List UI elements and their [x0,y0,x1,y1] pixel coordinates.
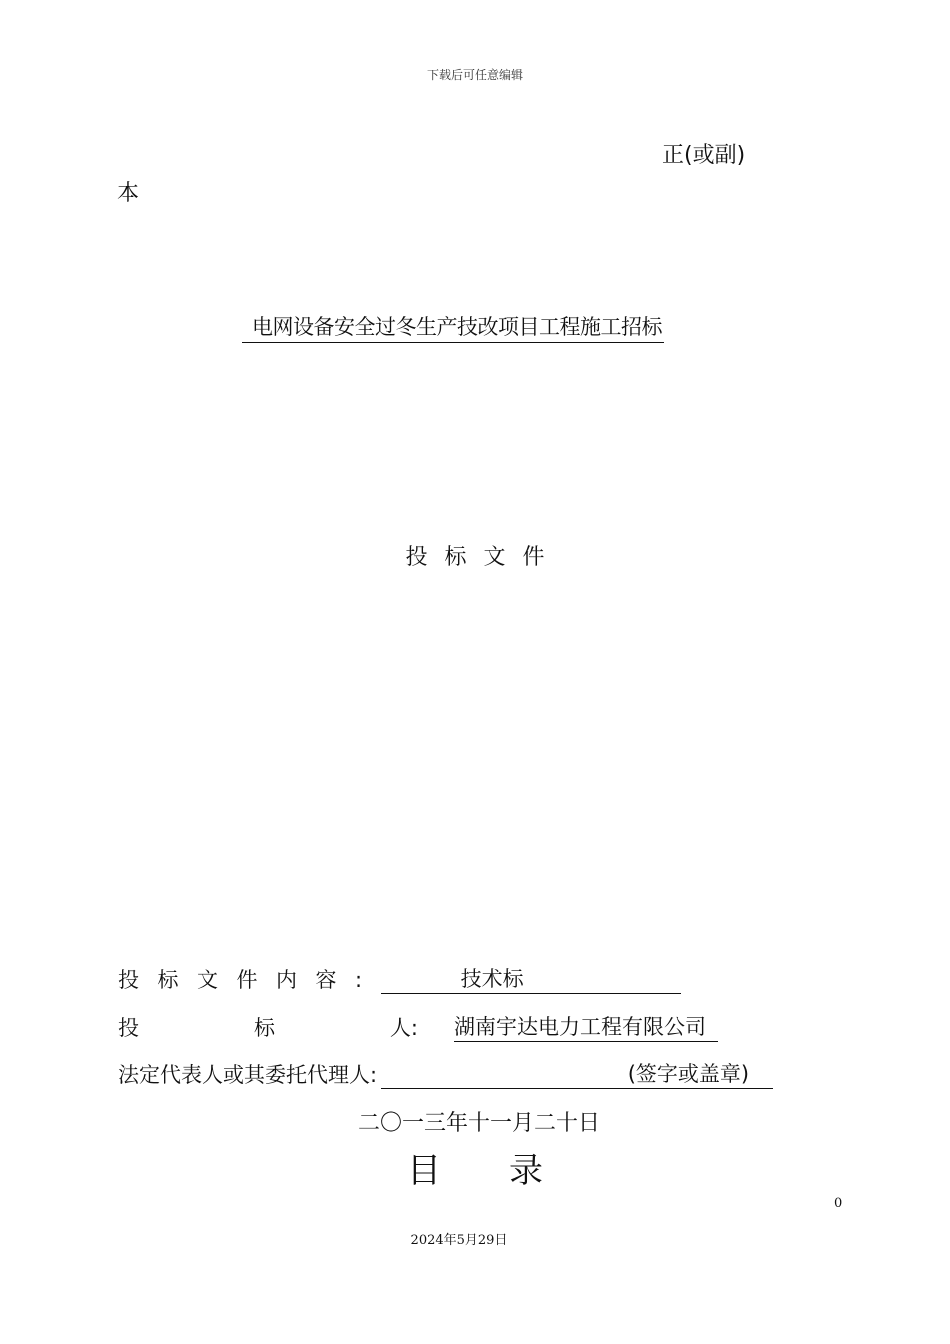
page-number: 0 [834,1196,843,1211]
header-note: 下载后可任意编辑 [426,68,523,82]
content-label: 投标文件内容: [118,968,381,992]
bidder-value: 湖南宇达电力工程有限公司 [454,1011,718,1042]
representative-label: 法定代表人或其委托代理人: [118,1063,378,1087]
bidder-label [118,1012,418,1042]
bidder-label-char: 投 [118,1016,139,1040]
copy-type-line2: 本 [117,181,140,206]
representative-value: (签字或盖章) [381,1058,773,1089]
document-date: 二〇一三年十一月二十日 [357,1111,600,1136]
footer-date: 2024年5月29日 [410,1233,508,1248]
toc-heading: 目录 [407,1151,611,1191]
bidder-label-char: 标 [253,1016,275,1040]
document-subtitle: 投标文件 [405,545,562,570]
representative-field [118,1058,773,1089]
content-value: 技术标 [381,963,681,994]
content-field [118,963,681,994]
document-title: 电网设备安全过冬生产技改项目工程施工招标 [242,311,664,343]
bidder-label-char: 人: [389,1016,418,1040]
copy-type-line1: 正(或副) [662,143,746,168]
bidder-field [118,1011,718,1042]
